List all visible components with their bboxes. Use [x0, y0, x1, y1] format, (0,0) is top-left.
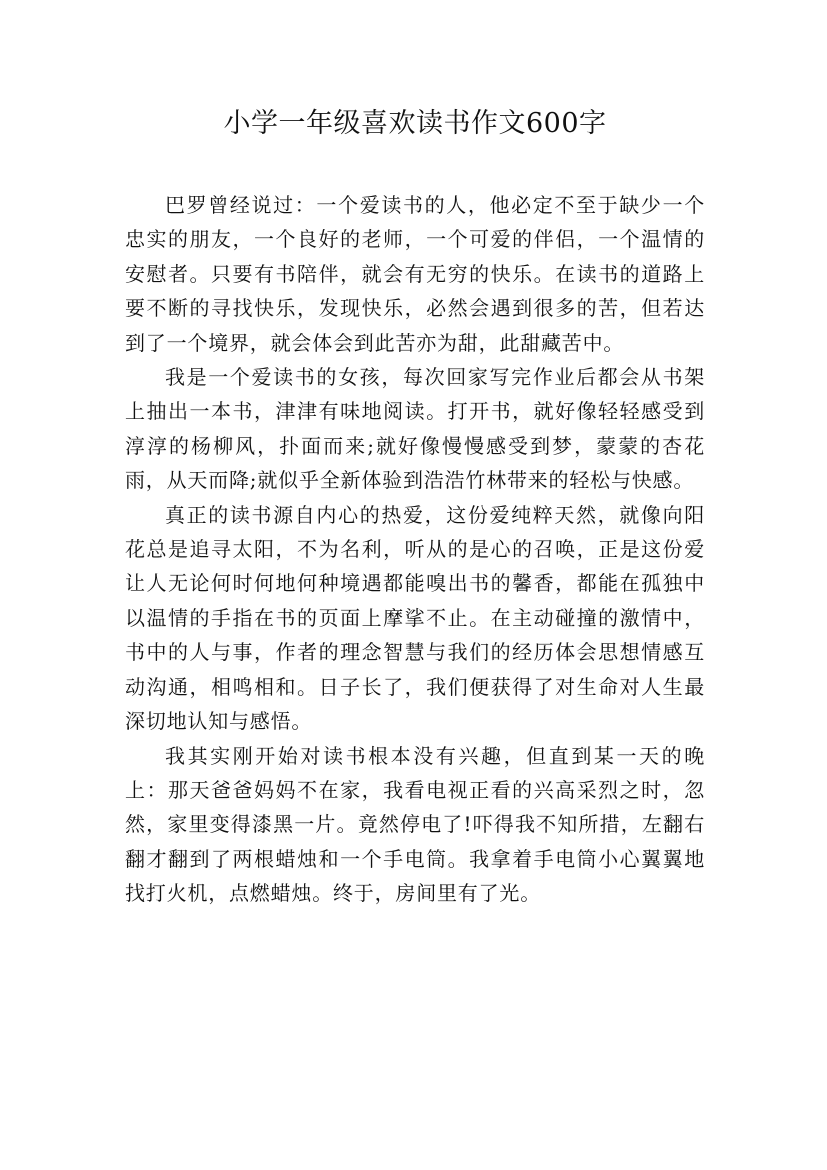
paragraph-4: 我其实刚开始对读书根本没有兴趣，但直到某一天的晚上：那天爸爸妈妈不在家，我看电视正看的兴高采烈之时，忽然，家里变得漆黑一片。竟然停电了!吓得我不知所措，左翻右翻才翻到了两根蜡烛和一个手电筒。我拿着手电筒小心翼翼地找打火机，点燃蜡烛。终于，房间里有了光。 [125, 743, 705, 906]
document-body [125, 188, 705, 911]
paragraph-2: 我是一个爱读书的女孩，每次回家写完作业后都会从书架上抽出一本书，津津有味地阅读。打开书，就好像轻轻感受到淳淳的杨柳风，扑面而来;就好像慢慢感受到梦，蒙蒙的杏花雨，从天而降;就似乎全新体验到浩浩竹林带来的轻松与快感。 [125, 365, 705, 493]
paragraph-3: 真正的读书源自内心的热爱，这份爱纯粹天然，就像向阳花总是追寻太阳，不为名利，听从的是心的召唤，正是这份爱让人无论何时何地何种境遇都能嗅出书的馨香，都能在孤独中以温情的手指在书的页面上摩挲不止。在主动碰撞的激情中，书中的人与事，作者的理念智慧与我们的经历体会思想情感互动沟通，相鸣相和。日子长了，我们便获得了对生命对人生最深切地认知与感悟。 [125, 502, 705, 734]
paragraph-1: 巴罗曾经说过：一个爱读书的人，他必定不至于缺少一个忠实的朋友，一个良好的老师，一个可爱的伴侣，一个温情的安慰者。只要有书陪伴，就会有无穷的快乐。在读书的道路上要不断的寻找快乐，发现快乐，必然会遇到很多的苦，但若达到了一个境界，就会体会到此苦亦为甜，此甜藏苦中。 [125, 193, 705, 355]
document-title: 小学一年级喜欢读书作文600字 [223, 108, 607, 139]
